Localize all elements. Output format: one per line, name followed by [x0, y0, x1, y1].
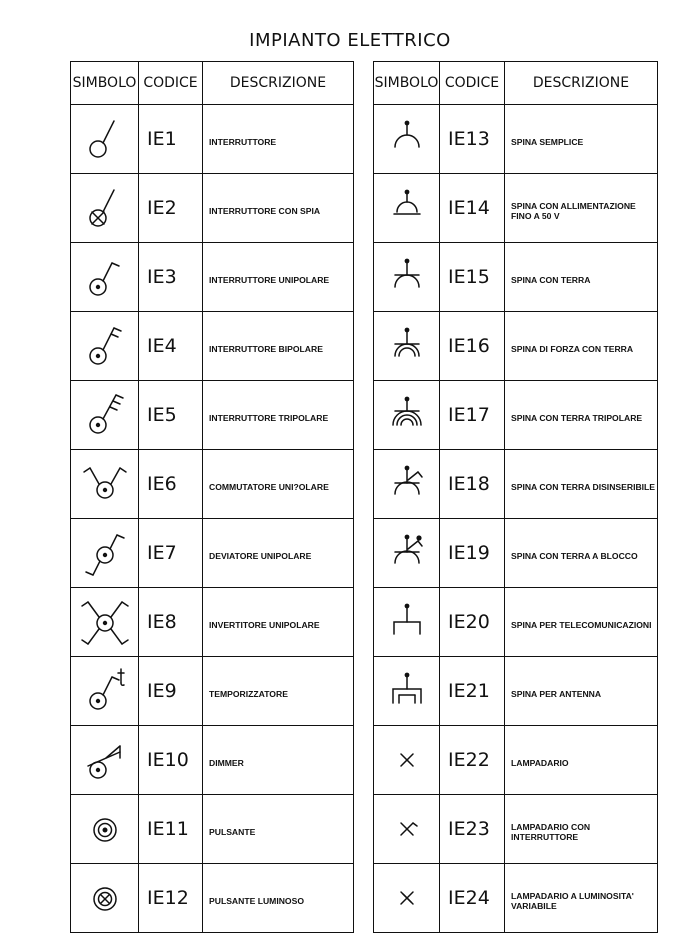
code-cell: IE7	[139, 519, 203, 588]
table-row	[71, 795, 354, 864]
code-cell: IE2	[139, 174, 203, 243]
timer-switch-icon	[76, 663, 134, 719]
code-cell: IE20	[440, 588, 505, 657]
symbol-cell	[374, 381, 440, 450]
illuminated-push-button-icon	[76, 870, 134, 926]
symbol-cell	[374, 450, 440, 519]
table-row	[71, 864, 354, 933]
header-descrizione: DESCRIZIONE	[203, 62, 354, 105]
table-row	[71, 381, 354, 450]
symbol-cell	[71, 519, 139, 588]
symbol-cell	[374, 864, 440, 933]
table-row	[374, 726, 658, 795]
description-cell: DIMMER	[203, 726, 354, 795]
push-button-icon	[76, 801, 134, 857]
description-cell: COMMUTATORE UNI?OLARE	[203, 450, 354, 519]
table-row	[71, 312, 354, 381]
description-cell: DEVIATORE UNIPOLARE	[203, 519, 354, 588]
table-row	[71, 657, 354, 726]
description-cell: SPINA CON ALLIMENTAZIONE FINO A 50 V	[505, 174, 658, 243]
code-cell: IE3	[139, 243, 203, 312]
code-cell: IE10	[139, 726, 203, 795]
dimmable-lamp-icon	[378, 870, 436, 926]
antenna-socket-icon	[378, 663, 436, 719]
symbol-cell	[71, 243, 139, 312]
code-cell: IE19	[440, 519, 505, 588]
code-cell: IE13	[440, 105, 505, 174]
table-row	[374, 795, 658, 864]
symbol-cell	[374, 795, 440, 864]
symbol-cell	[71, 174, 139, 243]
commutator-icon	[76, 456, 134, 512]
symbol-cell	[71, 726, 139, 795]
description-cell: LAMPADARIO	[505, 726, 658, 795]
code-cell: IE5	[139, 381, 203, 450]
description-cell: PULSANTE LUMINOSO	[203, 864, 354, 933]
switch-with-lamp-icon	[76, 180, 134, 236]
description-cell: PULSANTE	[203, 795, 354, 864]
table-row	[374, 657, 658, 726]
table-row	[71, 243, 354, 312]
header-simbolo: SIMBOLO	[71, 62, 139, 105]
power-socket-earth-icon	[378, 318, 436, 374]
symbol-cell	[374, 588, 440, 657]
socket-icon	[378, 111, 436, 167]
description-cell: TEMPORIZZATORE	[203, 657, 354, 726]
single-pole-switch-icon	[76, 249, 134, 305]
description-cell: INTERRUTTORE	[203, 105, 354, 174]
table-row	[374, 588, 658, 657]
socket-low-voltage-icon	[378, 180, 436, 236]
header-codice: CODICE	[440, 62, 505, 105]
right-symbol-table	[373, 61, 658, 933]
symbol-cell	[71, 864, 139, 933]
symbol-cell	[71, 105, 139, 174]
code-cell: IE22	[440, 726, 505, 795]
code-cell: IE1	[139, 105, 203, 174]
header-row	[374, 62, 658, 105]
symbol-cell	[71, 450, 139, 519]
description-cell: INVERTITORE UNIPOLARE	[203, 588, 354, 657]
intermediate-switch-icon	[76, 594, 134, 650]
symbol-cell	[71, 312, 139, 381]
table-row	[71, 588, 354, 657]
description-cell: LAMPADARIO CON INTERRUTTORE	[505, 795, 658, 864]
code-cell: IE17	[440, 381, 505, 450]
table-row	[374, 450, 658, 519]
description-cell: SPINA SEMPLICE	[505, 105, 658, 174]
table-row	[374, 381, 658, 450]
symbol-cell	[71, 588, 139, 657]
code-cell: IE18	[440, 450, 505, 519]
code-cell: IE14	[440, 174, 505, 243]
lamp-icon	[378, 732, 436, 788]
symbol-cell	[374, 657, 440, 726]
description-cell: INTERRUTTORE UNIPOLARE	[203, 243, 354, 312]
description-cell: SPINA CON TERRA DISINSERIBILE	[505, 450, 658, 519]
description-cell: INTERRUTTORE CON SPIA	[203, 174, 354, 243]
symbol-cell	[374, 519, 440, 588]
interlocked-socket-icon	[378, 525, 436, 581]
symbol-cell	[71, 657, 139, 726]
code-cell: IE8	[139, 588, 203, 657]
symbol-cell	[374, 312, 440, 381]
two-way-switch-icon	[76, 525, 134, 581]
code-cell: IE23	[440, 795, 505, 864]
table-row	[71, 519, 354, 588]
table-row	[71, 105, 354, 174]
code-cell: IE9	[139, 657, 203, 726]
description-cell: SPINA CON TERRA TRIPOLARE	[505, 381, 658, 450]
code-cell: IE6	[139, 450, 203, 519]
code-cell: IE16	[440, 312, 505, 381]
description-cell: INTERRUTTORE TRIPOLARE	[203, 381, 354, 450]
description-cell: SPINA PER ANTENNA	[505, 657, 658, 726]
triple-pole-switch-icon	[76, 387, 134, 443]
table-row	[374, 519, 658, 588]
symbol-cell	[71, 795, 139, 864]
left-symbol-table	[70, 61, 354, 933]
description-cell: SPINA CON TERRA	[505, 243, 658, 312]
symbol-cell	[374, 105, 440, 174]
header-row	[71, 62, 354, 105]
telecom-socket-icon	[378, 594, 436, 650]
code-cell: IE12	[139, 864, 203, 933]
table-row	[374, 864, 658, 933]
table-row	[374, 105, 658, 174]
symbol-cell	[374, 174, 440, 243]
header-codice: CODICE	[139, 62, 203, 105]
description-cell: SPINA DI FORZA CON TERRA	[505, 312, 658, 381]
table-row	[374, 312, 658, 381]
table-row	[71, 174, 354, 243]
table-row	[374, 174, 658, 243]
header-simbolo: SIMBOLO	[374, 62, 440, 105]
symbol-cell	[71, 381, 139, 450]
three-phase-socket-icon	[378, 387, 436, 443]
switched-socket-icon	[378, 456, 436, 512]
code-cell: IE15	[440, 243, 505, 312]
code-cell: IE21	[440, 657, 505, 726]
table-row	[71, 450, 354, 519]
page-title: IMPIANTO ELETTRICO	[249, 30, 451, 51]
table-row	[71, 726, 354, 795]
lamp-switch-icon	[378, 801, 436, 857]
description-cell: INTERRUTTORE BIPOLARE	[203, 312, 354, 381]
header-descrizione: DESCRIZIONE	[505, 62, 658, 105]
table-row	[374, 243, 658, 312]
symbol-cell	[374, 726, 440, 795]
code-cell: IE24	[440, 864, 505, 933]
symbol-cell	[374, 243, 440, 312]
switch-icon	[76, 111, 134, 167]
code-cell: IE4	[139, 312, 203, 381]
dimmer-icon	[76, 732, 134, 788]
double-pole-switch-icon	[76, 318, 134, 374]
description-cell: SPINA PER TELECOMUNICAZIONI	[505, 588, 658, 657]
code-cell: IE11	[139, 795, 203, 864]
description-cell: SPINA CON TERRA A BLOCCO	[505, 519, 658, 588]
description-cell: LAMPADARIO A LUMINOSITA' VARIABILE	[505, 864, 658, 933]
socket-earth-icon	[378, 249, 436, 305]
